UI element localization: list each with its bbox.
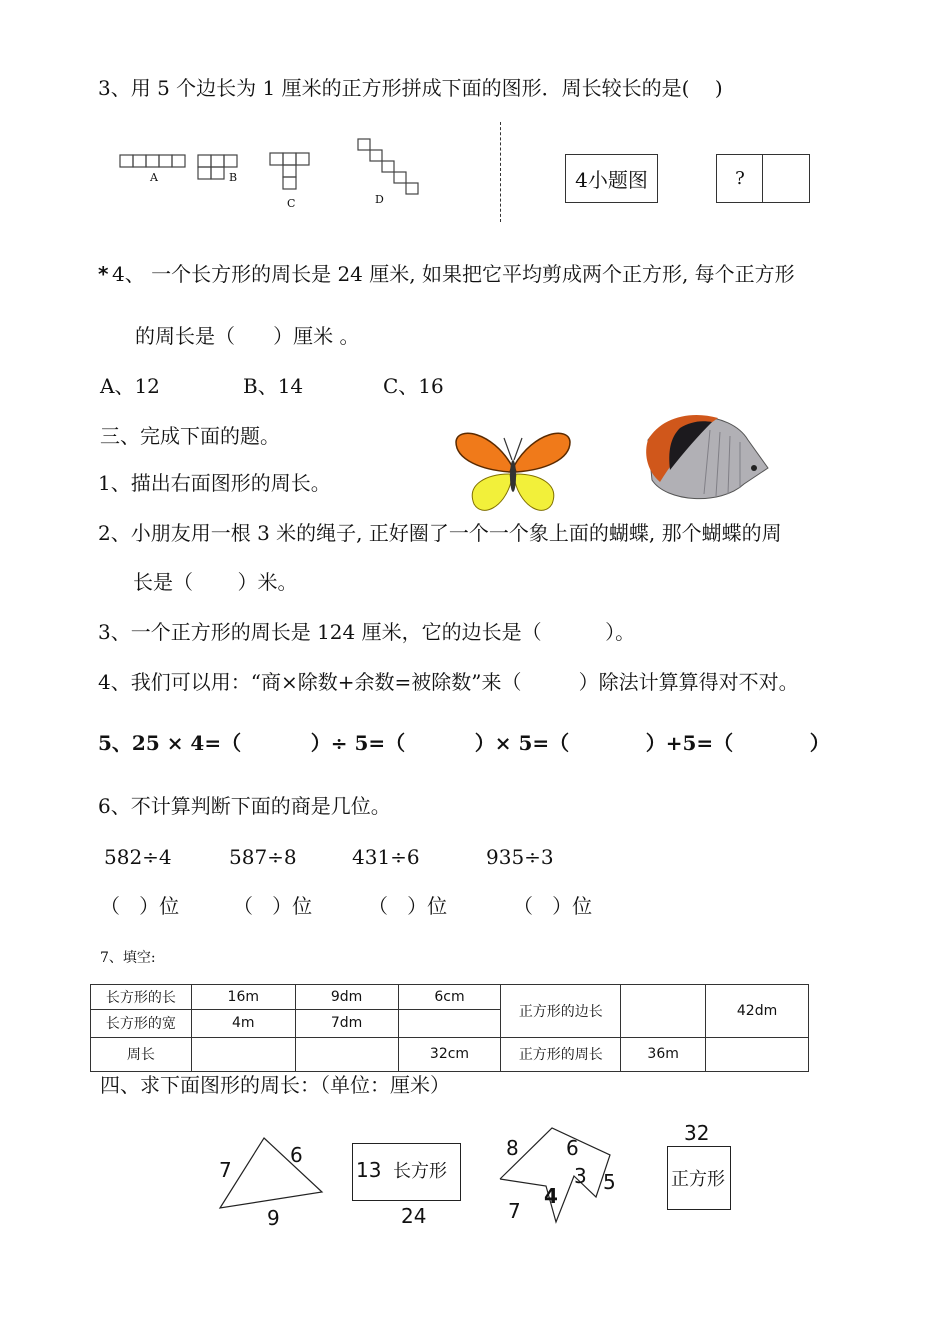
division-3: 431÷6 (352, 845, 420, 869)
table-cell: 长方形的长 (91, 985, 192, 1010)
table-cell: 42dm (706, 985, 809, 1038)
q3-text: 3、用 5 个边长为 1 厘米的正方形拼成下面的图形．周长较长的是( ) (98, 76, 723, 100)
q4-option-a: A、12 (100, 374, 160, 398)
s3-item-6: 6、不计算判断下面的商是几位。 (98, 794, 391, 818)
s3-item-2: 2、小朋友用一根 3 米的绳子, 正好圈了一个一个象上面的蝴蝶, 那个蝴蝶的周 (98, 521, 782, 545)
shape-label-c: C (287, 197, 296, 210)
table-cell (295, 1037, 398, 1071)
poly-side-5: 4 (544, 1184, 558, 1208)
table-cell (398, 1010, 501, 1037)
section3-title: 三、完成下面的题。 (100, 424, 280, 448)
triangle-side-a: 7 (219, 1158, 232, 1182)
rect-length: 24 (401, 1204, 427, 1228)
triangle-figure (218, 1136, 324, 1210)
digits-4: （ ）位 (513, 894, 593, 918)
shape-label-b: B (229, 171, 238, 184)
vertical-divider (500, 122, 501, 222)
poly-side-3: 3 (574, 1164, 587, 1188)
q4-line2: 的周长是（ ）厘米 。 (135, 324, 360, 348)
digits-3: （ ）位 (368, 894, 448, 918)
table-cell: 长方形的宽 (91, 1010, 192, 1037)
division-1: 582÷4 (104, 845, 172, 869)
table-cell: 9dm (295, 985, 398, 1010)
table-cell (191, 1037, 295, 1071)
table-cell: 正方形的周长 (501, 1037, 621, 1071)
table-cell: 周长 (91, 1037, 192, 1071)
s3-item-3: 3、一个正方形的周长是 124 厘米，它的边长是（ ）。 (98, 620, 636, 644)
shape-label-a: A (150, 171, 158, 184)
table-cell: 6cm (398, 985, 501, 1010)
digits-1: （ ）位 (100, 894, 180, 918)
table-cell: 7dm (295, 1010, 398, 1037)
square-label: 正方形 (671, 1169, 725, 1190)
rect-label: 长方形 (393, 1161, 447, 1182)
rect-width: 13 (356, 1158, 382, 1182)
fill-table (90, 984, 809, 1072)
s3-item-1: 1、描出右面图形的周长。 (98, 471, 331, 495)
s3-item-5: 5、25 × 4=（ ）÷ 5=（ ）× 5=（ ）+5=（ ） (98, 731, 830, 755)
q4-star: * (98, 262, 109, 286)
q4-option-c: C、16 (383, 374, 444, 398)
poly-side-2: 6 (566, 1136, 579, 1160)
butterfly-image (452, 426, 574, 514)
q4-option-b: B、14 (243, 374, 304, 398)
table-cell (621, 985, 706, 1038)
s3-item-4: 4、我们可以用：“商×除数+余数=被除数”来（ ）除法计算算得对不对。 (98, 670, 799, 694)
table-cell: 16m (191, 985, 295, 1010)
q4-line1: 4、 一个长方形的周长是 24 厘米, 如果把它平均剪成两个正方形, 每个正方形 (112, 262, 795, 286)
table-cell: 32cm (398, 1037, 501, 1071)
table-cell: 正方形的边长 (501, 985, 621, 1038)
division-4: 935÷3 (486, 845, 554, 869)
table-cell: 36m (621, 1037, 706, 1071)
fig4-label-box: 4小题图 (565, 154, 658, 203)
q7-title: 7、填空: (100, 950, 156, 966)
s3-item-2b: 长是（ ）米。 (133, 570, 298, 594)
poly-side-4: 5 (603, 1170, 616, 1194)
section4-title: 四、求下面图形的周长：（单位：厘米） (100, 1073, 450, 1097)
question-box: ? (716, 154, 764, 203)
digits-2: （ ）位 (233, 894, 313, 918)
poly-side-6: 7 (508, 1199, 521, 1223)
fish-image (640, 410, 770, 504)
table-cell: 4m (191, 1010, 295, 1037)
q3-shapes-figure (118, 135, 438, 225)
poly-side-1: 8 (506, 1136, 519, 1160)
table-cell (706, 1037, 809, 1071)
shape-label-d: D (375, 193, 384, 206)
empty-box (762, 154, 810, 203)
triangle-side-c: 9 (267, 1206, 280, 1230)
square-side: 32 (684, 1121, 710, 1145)
triangle-side-b: 6 (290, 1143, 303, 1167)
division-2: 587÷8 (229, 845, 297, 869)
